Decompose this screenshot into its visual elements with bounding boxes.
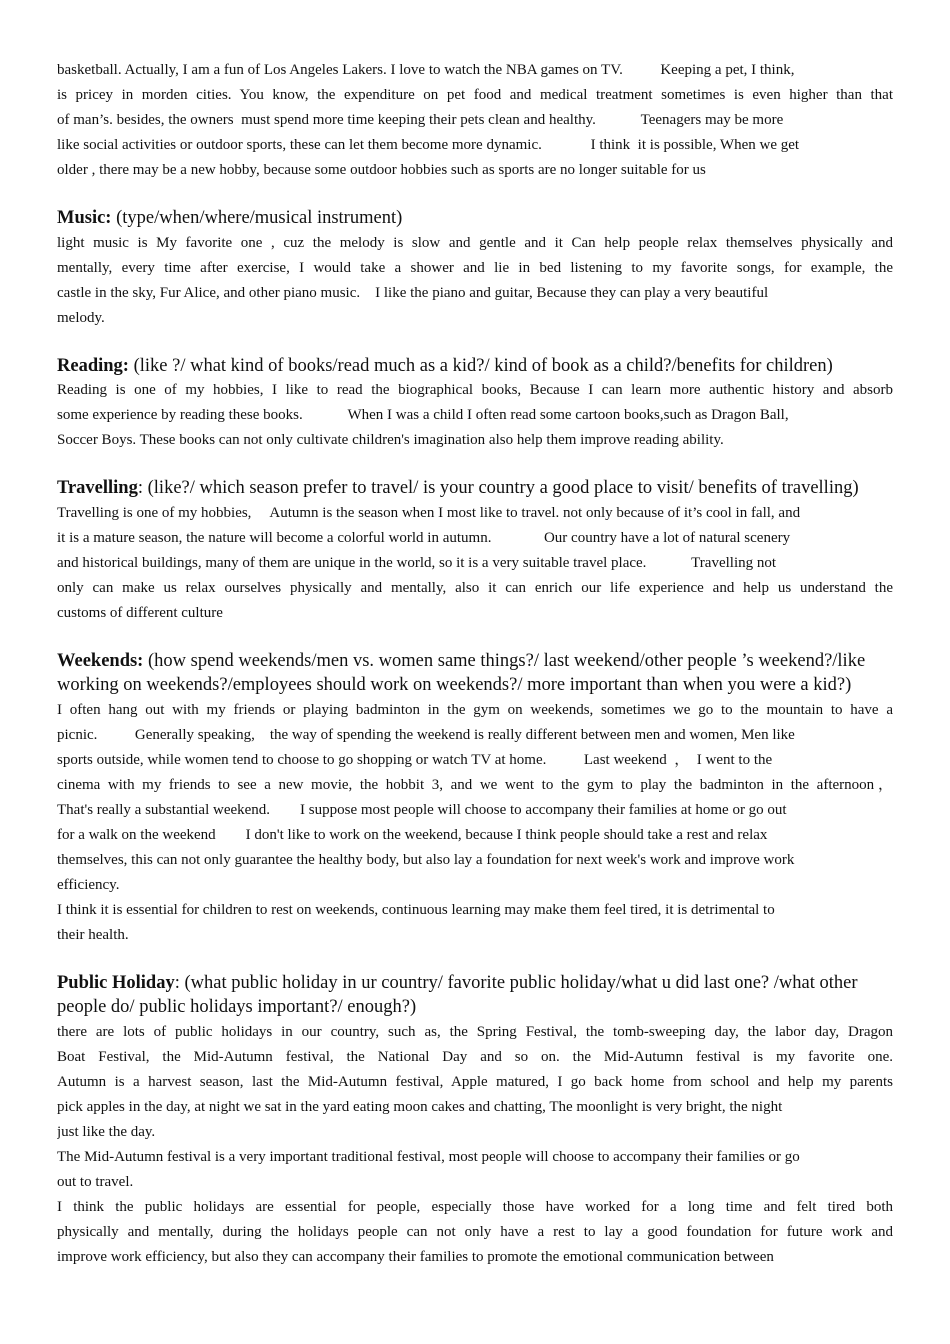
section-heading	[57, 206, 893, 231]
section-heading	[57, 354, 893, 379]
text-line: just like the day.	[57, 1123, 156, 1140]
text-line: for a walk on the weekend I don't like to work on the weekend, because I think people should take a rest and relax	[57, 826, 768, 843]
text-line: pick apples in the day, at night we sat in the yard eating moon cakes and chatting, The moonlight is very bright, the night	[57, 1098, 783, 1115]
document-page	[57, 58, 893, 1270]
text-line: efficiency.	[57, 876, 120, 893]
text-line: of man’s. besides, the owners must spend more time keeping their pets clean and healthy. Teenagers may be more	[57, 112, 784, 128]
text-line: castle in the sky, Fur Alice, and other piano music. I like the piano and guitar, Because they can play a very beautiful	[57, 284, 769, 301]
text-line: only can make us relax ourselves physically and mentally, also it can enrich our life experience and help us understand the	[57, 579, 893, 596]
text-line: Autumn is a harvest season, last the Mid-Autumn festival, Apple matured, I go back home from school and help my parents	[57, 1073, 893, 1090]
text-line: it is a mature season, the nature will become a colorful world in autumn. Our country have a lot of natural scenery	[57, 529, 791, 546]
text-line: physically and mentally, during the holidays people can not only have a rest to lay a good foundation for future work and	[57, 1223, 893, 1240]
text-line: picnic. Generally speaking, the way of spending the weekend is really different between men and women, Men like	[57, 726, 795, 743]
text-line: themselves, this can not only guarantee the healthy body, but also lay a foundation for next week's work and improve work	[57, 851, 795, 868]
section-title: Music:	[57, 208, 112, 228]
text-line: I think the public holidays are essential for people, especially those have worked for a long time and felt tired both	[57, 1198, 893, 1215]
text-line: older , there may be a new hobby, because some outdoor hobbies such as sports are no longer suitable for us	[57, 162, 706, 178]
section-prompt-continued: working on weekends?/employees should work on weekends?/ more important than when you were a kid?)	[57, 675, 852, 695]
text-line: The Mid-Autumn festival is a very important traditional festival, most people will choose to accompany their families or go	[57, 1148, 800, 1165]
section-heading	[57, 476, 893, 501]
text-line: sports outside, while women tend to choose to go shopping or watch TV at home. Last weekend ， I went to the	[57, 751, 773, 768]
section-prompt: (how spend weekends/men vs. women same things?/ last weekend/other people ’s weekend?/like	[143, 650, 866, 671]
section-weekends	[57, 649, 893, 948]
section-prompt: (like ?/ what kind of books/read much as a kid?/ kind of book as a child?/benefits for children)	[128, 355, 833, 376]
text-line: I often hang out with my friends or playing badminton in the gym on weekends, sometimes we go to the mountain to have a	[57, 701, 893, 718]
section-title: Travelling	[57, 478, 138, 498]
text-line: is pricey in morden cities. You know, the expenditure on pet food and medical treatment sometimes is even higher than that	[57, 87, 893, 103]
section-title: Reading:	[57, 355, 129, 376]
text-line: mentally, every time after exercise, I would take a shower and lie in bed listening to my favorite songs, for example, the	[57, 259, 893, 276]
text-line: customs of different culture	[57, 604, 223, 621]
text-line: light music is My favorite one , cuz the melody is slow and gentle and it Can help people relax themselves physically and	[57, 234, 893, 251]
section-prompt: : (what public holiday in ur country/ favorite public holiday/what u did last one? /what other	[174, 972, 858, 993]
text-line: Reading is one of my hobbies, I like to read the biographical books, Because I can learn more authentic history and absorb	[57, 382, 893, 398]
section-heading	[57, 649, 893, 674]
intro-paragraph	[57, 58, 893, 183]
text-line: their health.	[57, 926, 129, 943]
section-prompt: : (like?/ which season prefer to travel/ is your country a good place to visit/ benefits of travelling)	[137, 478, 859, 498]
text-line: basketball. Actually, I am a fun of Los Angeles Lakers. I love to watch the NBA games on TV. Keeping a pet, I think,	[57, 62, 795, 78]
text-line: Soccer Boys. These books can not only cultivate children's imagination also help them improve reading ability.	[57, 432, 724, 448]
text-line: Travelling is one of my hobbies, Autumn is the season when I most like to travel. not only because of it’s cool in fall, and	[57, 504, 801, 521]
text-line: That's really a substantial weekend. I suppose most people will choose to accompany their families at home or go out	[57, 801, 787, 818]
text-line: cinema with my friends to see a new movie, the hobbit 3, and we went to the gym to play the badminton in the afternoon，	[57, 776, 893, 793]
text-line: out to travel.	[57, 1173, 134, 1190]
text-line: I think it is essential for children to rest on weekends, continuous learning may make them feel tired, it is detrimental to	[57, 901, 775, 918]
section-heading	[57, 971, 893, 996]
section-title: Weekends:	[57, 650, 144, 671]
text-line: improve work efficiency, but also they can accompany their families to promote the emotional communication between	[57, 1248, 774, 1265]
section-music	[57, 206, 893, 331]
section-public-holiday	[57, 971, 893, 1270]
section-travelling	[57, 476, 893, 626]
text-line: some experience by reading these books. When I was a child I often read some cartoon books,such as Dragon Ball,	[57, 407, 789, 423]
text-line: like social activities or outdoor sports, these can let them become more dynamic. I think it is possible, When we get	[57, 137, 800, 153]
section-prompt-continued: people do/ public holidays important?/ enough?)	[57, 997, 417, 1017]
section-prompt: (type/when/where/musical instrument)	[111, 208, 403, 228]
section-reading	[57, 354, 893, 454]
section-title: Public Holiday	[57, 972, 175, 993]
text-line: there are lots of public holidays in our country, such as, the Spring Festival, the tomb-sweeping day, the labor day, Dragon	[57, 1023, 893, 1040]
text-line: melody.	[57, 309, 105, 326]
text-line: and historical buildings, many of them are unique in the world, so it is a very suitable travel place. Travelling not	[57, 554, 777, 571]
text-line: Boat Festival, the Mid-Autumn festival, the National Day and so on. the Mid-Autumn festival is my favorite one.	[57, 1048, 893, 1065]
